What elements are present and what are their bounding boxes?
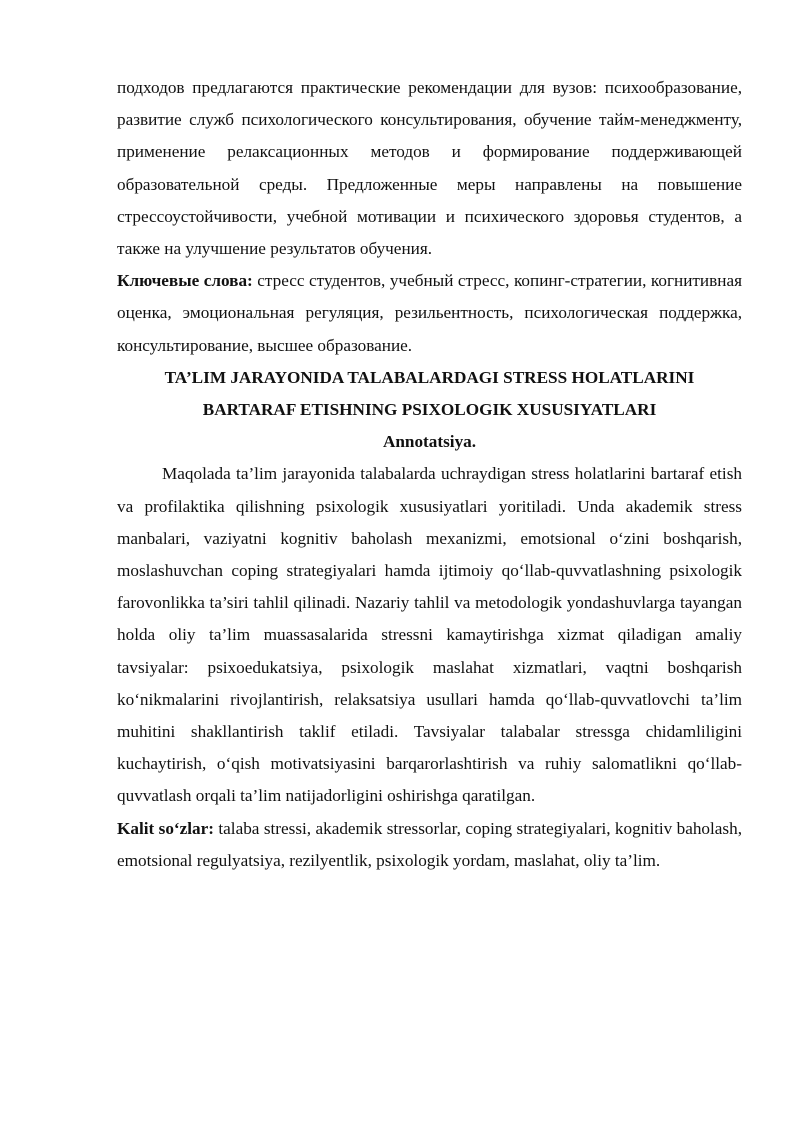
ru-keywords: [117, 265, 742, 362]
uz-annotation-text: Maqolada ta’lim jarayonida talabalarda uchraydigan stress holatlarini bartaraf etish va profilaktika qilishning psixologik xususiyatlari yoritiladi. Unda akademik stress manbalari, vaziyatni kognitiv baholash mexanizmi, emotsional o‘zini boshqarish, moslashuvchan coping strategiyalari hamda ijtimoiy qo‘llab-quvvatlashning psixologik farovonlikka ta’siri tahlil qilinadi. Nazariy tahlil va metodologik yondashuvlarga tayangan holda oliy ta’lim muassasalarida stressni kamaytirishga xizmat qiladigan amaliy tavsiyalar: psixoedukatsiya, psixologik maslahat xizmatlari, vaqtni boshqarish ko‘nikmalarini rivojlantirish, relaksatsiya usullari hamda qo‘llab-quvvatlovchi ta’lim muhitini shakllantirish taklif etiladi. Tavsiyalar talabalar stressga chidamliligini kuchaytirish, o‘qish motivatsiyasini barqarorlashtirish va ruhiy salomatlikni qo‘llab-quvvatlash orqali ta’lim natijadorligini oshirishga qaratilgan.: [117, 464, 742, 806]
uz-keywords-label: Kalit so‘zlar:: [117, 818, 214, 838]
ru-keywords-text: стресс студентов, учебный стресс, копинг-стратегии, когнитивная оценка, эмоциональная регуляция, резильентность, психологическая поддержка, консультирование, высшее образование.: [117, 271, 742, 355]
uz-keywords-text: talaba stressi, akademik stressorlar, coping strategiyalari, kognitiv baholash, emotsional regulyatsiya, rezilyentlik, psixologik yordam, maslahat, oliy ta’lim.: [117, 818, 742, 870]
uz-title-line-1: TA’LIM JARAYONIDA TALABALARDAGI STRESS HOLATLARINI: [164, 367, 695, 387]
uz-keywords: [117, 813, 742, 877]
ru-abstract-continuation: подходов предлагаются практические рекомендации для вузов: психообразование, развитие служб психологического консультирования, обучение тайм-менеджменту, применение релаксационных методов и формирование поддерживающей образовательной среды. Предложенные меры направлены на повышение стрессоустойчивости, учебной мотивации и психического здоровья студентов, а также на улучшение результатов обучения.: [117, 78, 742, 259]
uz-title-line-2: BARTARAF ETISHNING PSIXOLOGIK XUSUSIYATLARI: [202, 400, 657, 420]
document-page: [117, 72, 742, 877]
uz-annotation-heading: Annotatsiya.: [382, 432, 477, 452]
ru-keywords-label: Ключевые слова:: [117, 271, 253, 291]
